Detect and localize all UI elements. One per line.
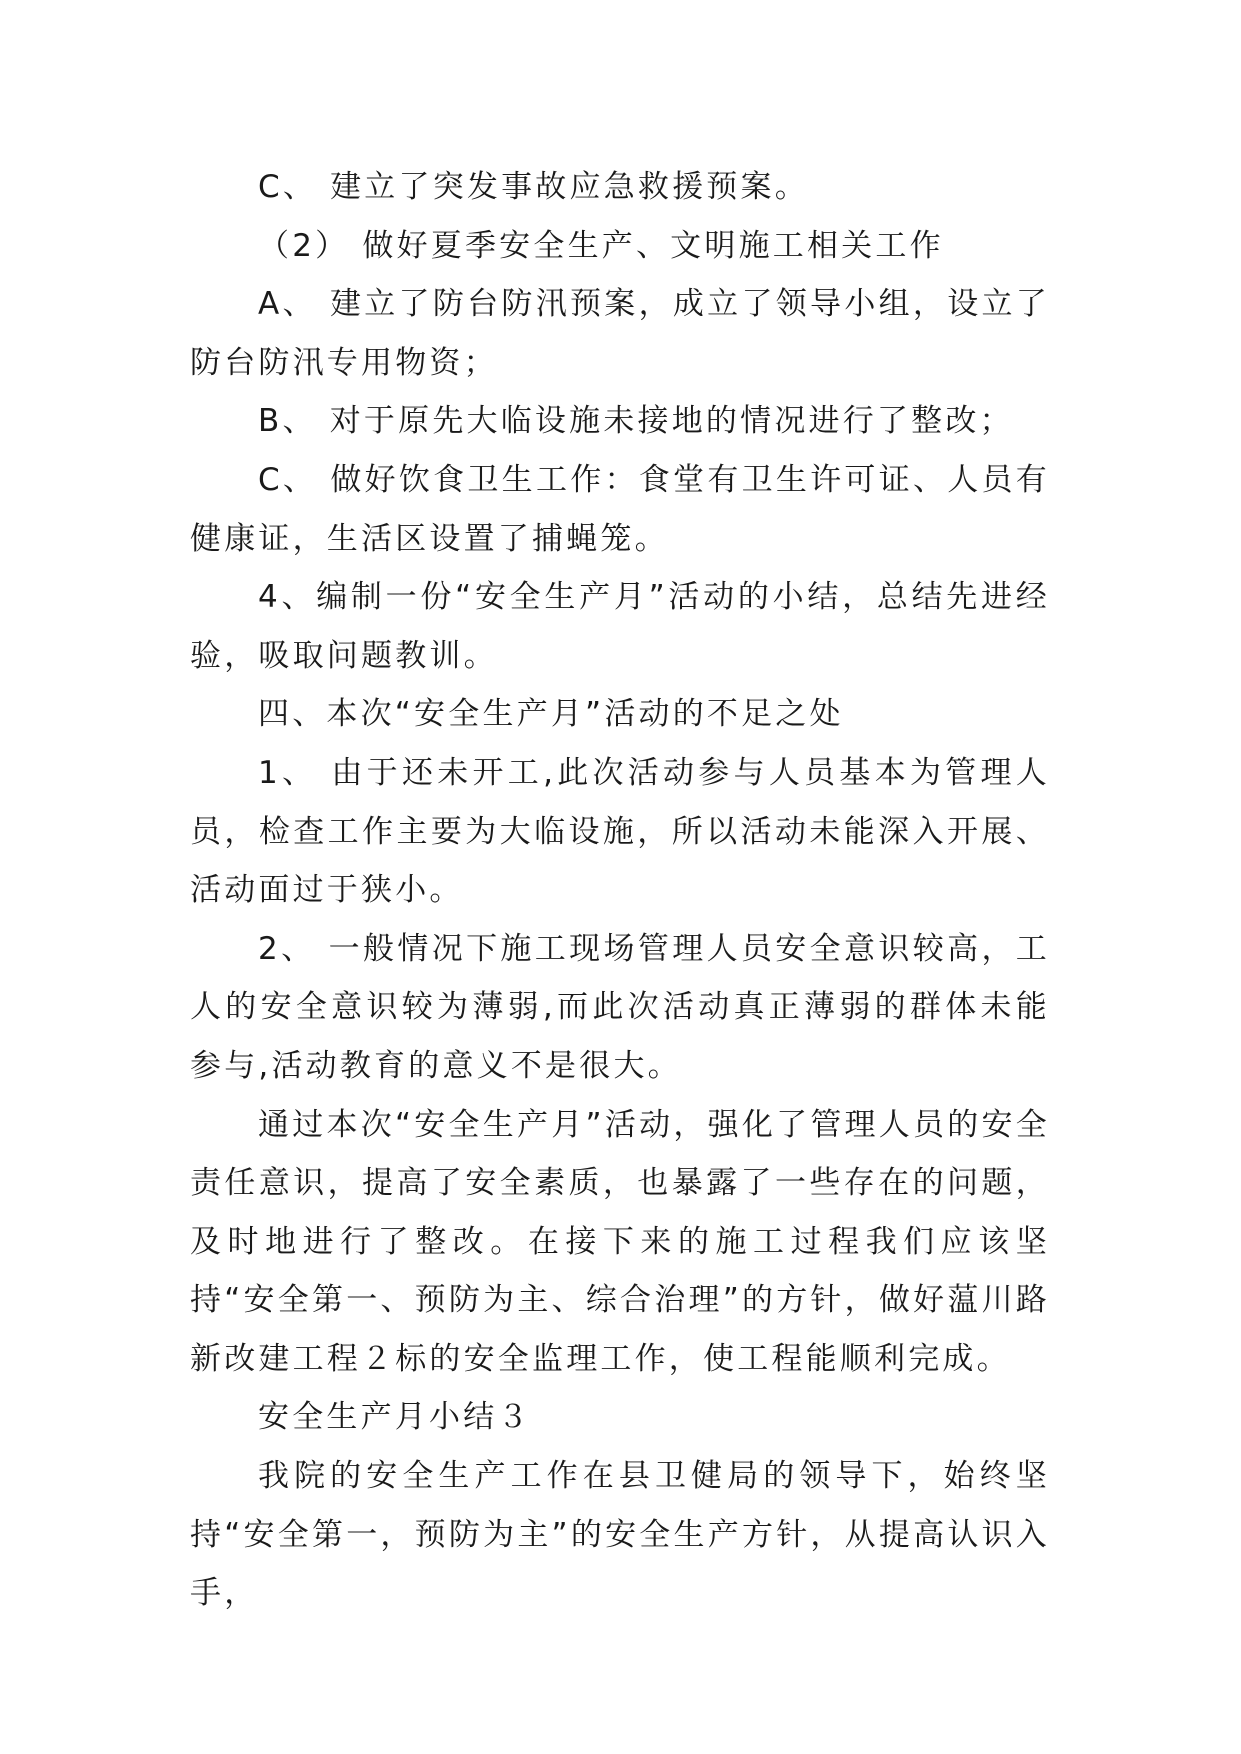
paragraph-item-c-food-hygiene: C、 做好饮食卫生工作：食堂有卫生许可证、人员有健康证，生活区设置了捕蝇笼。 [190,461,1050,557]
paragraph-shortcoming-1: 1、 由于还未开工,此次活动参与人员基本为管理人员，检查工作主要为大临设施，所以活动未能深入开展、活动面过于狭小。 [190,754,1050,909]
paragraph-item-4-summary: 4、编制一份“安全生产月”活动的小结，总结先进经验，吸取问题教训。 [190,579,1050,674]
paragraph-shortcoming-2: 2、 一般情况下施工现场管理人员安全意识较高，工人的安全意识较为薄弱,而此次活动真正薄弱的群体未能参与,活动教育的意义不是很大。 [190,930,1050,1084]
paragraph-section-4-heading: 四、本次“安全生产月”活动的不足之处 [258,696,844,733]
paragraph-item-b-grounding: B、 对于原先大临设施未接地的情况进行了整改； [258,403,1014,440]
document-body [190,158,1050,1623]
paragraph-conclusion: 通过本次“安全生产月”活动，强化了管理人员的安全责任意识，提高了安全素质，也暴露了一些存在的问题，及时地进行了整改。在接下来的施工过程我们应该坚持“安全第一、预防为主、综合治理”的方针，做好蕰川路新改建工程２标的安全监理工作，使工程能顺利完成。 [190,1106,1050,1377]
paragraph-summary-3-intro: 我院的安全生产工作在县卫健局的领导下，始终坚持“安全第一，预防为主”的安全生产方针，从提高认识入手， [190,1458,1050,1612]
paragraph-item-a-flood-prevention: A、 建立了防台防汛预案，成立了领导小组，设立了防台防汛专用物资； [190,286,1050,381]
paragraph-item-c-emergency-plan: C、 建立了突发事故应急救援预案。 [258,169,809,205]
paragraph-summer-safety-heading: （2） 做好夏季安全生产、文明施工相关工作 [258,227,944,264]
paragraph-summary-3-title: 安全生产月小结３ [258,1399,532,1436]
